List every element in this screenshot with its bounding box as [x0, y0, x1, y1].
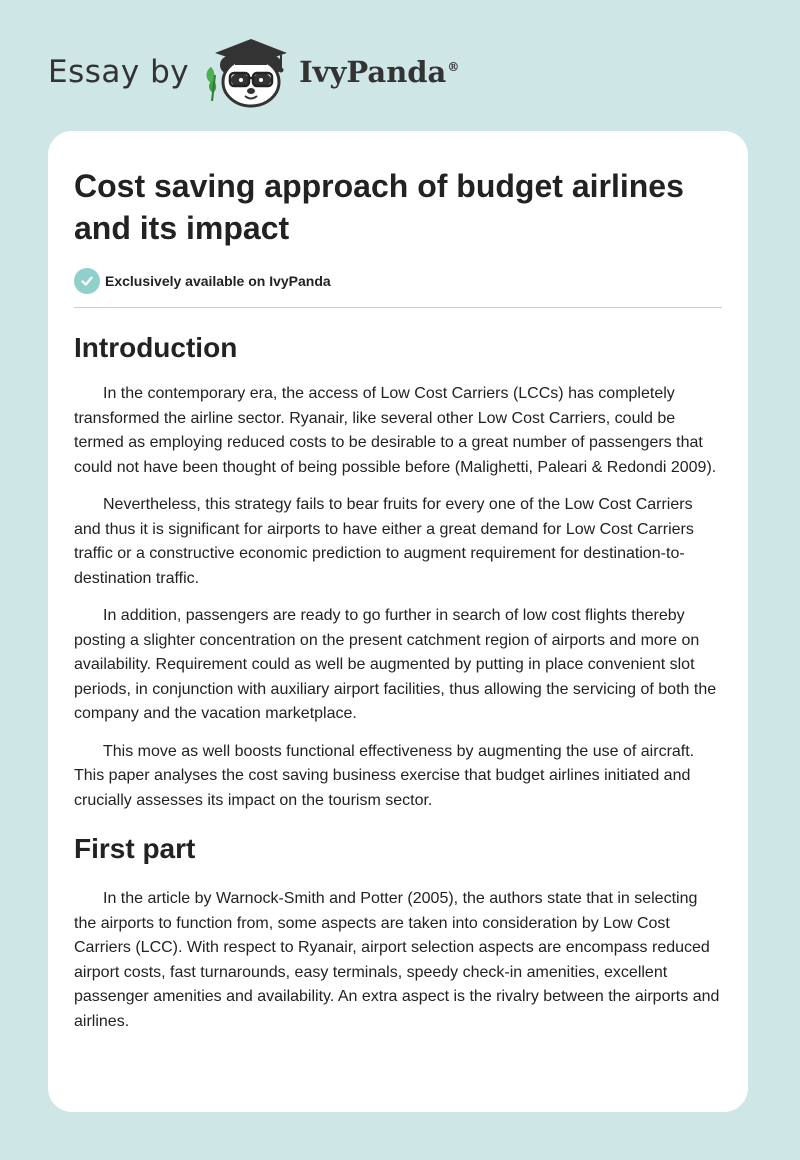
essay-card	[48, 131, 748, 1112]
paragraph: This move as well boosts functional effectiveness by augmenting the use of aircraft. This paper analyses the cost saving business exercise that budget airlines initiated and crucially assesses its impact on the tourism sector.	[74, 742, 695, 809]
brand-name	[299, 55, 459, 89]
paragraph: In the article by Warnock-Smith and Potter (2005), the authors state that in selecting the airports to function from, some aspects are taken into consideration by Low Cost Carriers (LCC). With respect to Ryanair, airport selection aspects are encompass reduced airport costs, fast turnarounds, easy terminals, speedy check-in amenities, excellent passenger amenities and availability. An extra aspect is the rivalry between the airports and airlines.	[74, 890, 720, 1030]
brand-prefix: Essay by	[48, 54, 190, 90]
registered-mark: ®	[447, 60, 460, 75]
brand-header[interactable]	[48, 34, 459, 110]
page-title: Cost saving approach of budget airlines and its impact	[74, 168, 684, 246]
section-heading-introduction: Introduction	[74, 332, 238, 363]
exclusive-label: Exclusively available on IvyPanda	[105, 273, 331, 289]
title-divider	[74, 307, 722, 308]
paragraph: Nevertheless, this strategy fails to bear fruits for every one of the Low Cost Carriers and thus it is significant for airports to have either a great demand for Low Cost Carriers traffic or a constructive economic prediction to augment requirement for destination-to-destination traffic.	[74, 496, 694, 587]
panda-logo-icon	[201, 35, 297, 109]
paragraph: In the contemporary era, the access of Low Cost Carriers (LCCs) has completely transformed the airline sector. Ryanair, like several other Low Cost Carriers, could be termed as employing reduced costs to be desirable to a great number of passengers that could not have been thought of being possible before (Malighetti, Paleari & Redondi 2009).	[74, 385, 717, 476]
section-heading-first-part: First part	[74, 833, 196, 864]
exclusive-badge	[74, 267, 722, 295]
brand-name-text: IvyPanda	[299, 55, 447, 89]
check-icon	[74, 268, 100, 294]
paragraph: In addition, passengers are ready to go further in search of low cost flights thereby posting a slighter concentration on the present catchment region of airports and more on availability. Requirement could as well be augmented by putting in place convenient slot periods, in conjunction with auxiliary airport facilities, thus allowing the servicing of both the company and the vacation marketplace.	[74, 607, 717, 722]
